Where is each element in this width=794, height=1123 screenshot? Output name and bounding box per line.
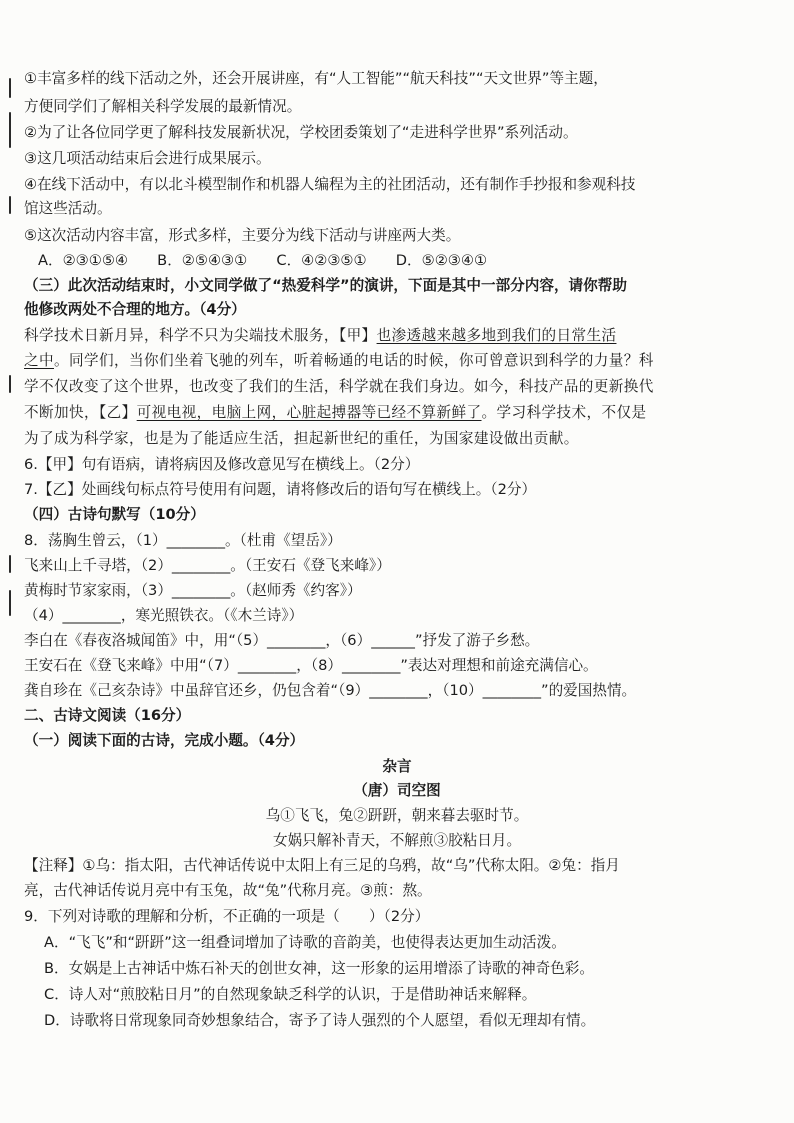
poem-title: 杂言	[382, 758, 412, 775]
q5-item-4-cont: 馆这些活动。	[24, 200, 112, 217]
section3-title: （三）此次活动结束时，小文同学做了“热爱科学”的演讲，下面是其中一部分内容，请你帮助	[24, 277, 627, 294]
q5-item-2: ②为了让各位同学更了解科技发展新状况，学校团委策划了“走进科学世界”系列活动。	[24, 124, 578, 141]
binding-mark	[9, 196, 11, 214]
binding-mark	[9, 375, 11, 393]
q8-line-6: 王安石在《登飞来峰》中用“（7）________，（8）________”表达对理想和前途充满信心。	[24, 657, 598, 674]
q8-line-1: 8．荡胸生曾云，（1）________。（杜甫《望岳》）	[24, 532, 342, 549]
poem-author: （唐）司空图	[353, 782, 441, 799]
speech-underlined-yi: 可视电视，电脑上网，心脏起搏器等已经不算新鲜了	[136, 404, 482, 421]
speech-underlined-jia: 也渗透越来越多地到我们的日常生活	[376, 327, 617, 344]
q5-item-1-cont: 方便同学们了解相关科学发展的最新情况。	[24, 98, 302, 115]
question-6: 6.【甲】句有语病，请将病因及修改意见写在横线上。（2分）	[24, 456, 420, 473]
q5-item-1: ①丰富多样的线下活动之外，还会开展讲座，有“人工智能”“航天科技”“天文世界”等主题，	[24, 70, 608, 87]
q8-line-4: （4）________，寒光照铁衣。（《木兰诗》）	[24, 607, 304, 624]
speech-line-5: 为了成为科学家，也是为了能适应生活，担起新世纪的重任，为国家建设做出贡献。	[24, 430, 579, 447]
part2-heading: 二、古诗文阅读（16分）	[24, 707, 191, 724]
question-9: 9．下列对诗歌的理解和分析，不正确的一项是（ ）（2分）	[24, 908, 430, 925]
poem-line-2: 女娲只解补青天，不解煎③胶粘日月。	[272, 832, 522, 849]
q5-item-4: ④在线下活动中，有以北斗模型制作和机器人编程为主的社团活动，还有制作手抄报和参观科技	[24, 176, 636, 193]
part2-subheading: （一）阅读下面的古诗，完成小题。（4分）	[24, 732, 305, 749]
section3-title-cont: 他修改两处不合理的地方。（4分）	[24, 301, 246, 318]
q9-option-b: B．女娲是上古神话中炼石补天的创世女神，这一形象的运用增添了诗歌的神奇色彩。	[44, 960, 594, 977]
speech-underlined-jia-cont: 之中	[24, 352, 54, 369]
q8-line-7: 龚自珍在《己亥杂诗》中虽辞官还乡，仍包含着“（9）________，（10）________”的爱国热情。	[24, 682, 637, 699]
q8-line-3: 黄梅时节家家雨，（3）________。（赵师秀《约客》）	[24, 582, 362, 599]
speech-text: 科学技术日新月异，科学不只为尖端技术服务，【甲】	[24, 327, 377, 344]
section4-title: （四）古诗句默写（10分）	[24, 506, 205, 523]
q8-line-5: 李白在《春夜洛城闻笛》中，用“（5）________，（6）______”抒发了游子乡愁。	[24, 632, 540, 649]
q5-options: A．②③①⑤④ B．②⑤④③① C．④②③⑤① D．⑤②③④①	[38, 252, 488, 269]
q8-line-2: 飞来山上千寻塔，（2）________。（王安石《登飞来峰》）	[24, 557, 391, 574]
question-7: 7.【乙】处画线句标点符号使用有问题，请将修改后的语句写在横线上。（2分）	[24, 481, 537, 498]
q5-item-5: ⑤这次活动内容丰富，形式多样，主要分为线下活动与讲座两大类。	[24, 227, 461, 244]
poem-notes: 【注释】①乌：指太阳，古代神话传说中太阳上有三足的乌鸦，故“乌”代称太阳。②兔：指月	[24, 857, 620, 874]
speech-line-4	[24, 404, 782, 422]
speech-line-1	[24, 327, 782, 345]
q9-option-c: C．诗人对“煎胶粘日月”的自然现象缺乏科学的认识，于是借助神话来解释。	[44, 986, 537, 1003]
binding-mark	[9, 112, 11, 148]
binding-mark	[9, 555, 11, 573]
speech-line-3: 学不仅改变了这个世界，也改变了我们的生活，科学就在我们身边。如今，科技产品的更新换代	[24, 378, 654, 395]
speech-text: 。同学们，当你们坐着飞驰的列车，听着畅通的电话的时候，你可曾意识到科学的力量？科	[54, 352, 654, 369]
binding-mark	[9, 590, 11, 616]
speech-line-2	[24, 352, 782, 370]
q5-item-3: ③这几项活动结束后会进行成果展示。	[24, 150, 271, 167]
speech-text: 不断加快，【乙】	[24, 404, 137, 421]
q9-option-d: D．诗歌将日常现象同奇妙想象结合，寄予了诗人强烈的个人愿望，看似无理却有情。	[44, 1012, 596, 1029]
poem-notes-cont: 亮，古代神话传说月亮中有玉兔，故“兔”代称月亮。③煎：熬。	[24, 882, 432, 899]
q9-option-a: A．“飞飞”和“趼趼”这一组叠词增加了诗歌的音韵美，也使得表达更加生动活泼。	[44, 934, 566, 951]
poem-line-1: 乌①飞飞，兔②趼趼，朝来暮去驱时节。	[265, 807, 529, 824]
speech-text: 。学习科学技术，不仅是	[481, 404, 647, 421]
binding-mark	[9, 78, 11, 98]
